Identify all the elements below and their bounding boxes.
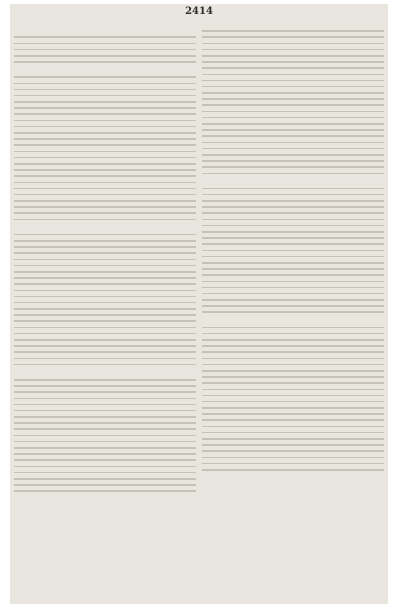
illegible-print-line [202,250,384,252]
illegible-print-line [202,345,384,347]
illegible-print-line [202,333,384,335]
illegible-print-line [14,484,196,486]
illegible-print-line [14,327,196,329]
illegible-print-line [202,212,384,214]
illegible-print-line [14,132,196,134]
illegible-print-line [202,370,384,372]
illegible-print-line [14,422,196,424]
illegible-print-line [14,219,196,221]
illegible-print-line [202,364,384,366]
section-heading [202,178,384,185]
illegible-print-line [14,447,196,449]
casualty-entry [14,488,196,494]
illegible-print-line [202,293,384,295]
illegible-print-line [202,268,384,270]
casualty-entry [202,467,384,473]
illegible-print-line [202,438,384,440]
illegible-print-line [202,98,384,100]
illegible-print-line [14,265,196,267]
illegible-print-line [202,123,384,125]
illegible-print-line [14,302,196,304]
illegible-print-line [202,407,384,409]
illegible-print-line [14,138,196,140]
illegible-print-line [14,308,196,310]
illegible-print-line [202,74,384,76]
illegible-print-line [14,252,196,254]
illegible-print-line [14,126,196,128]
left-column [14,19,196,591]
illegible-print-line [202,339,384,341]
illegible-print-line [14,314,196,316]
illegible-print-line [202,148,384,150]
illegible-print-line [14,175,196,177]
illegible-print-line [202,142,384,144]
illegible-print-line [202,243,384,245]
illegible-print-line [202,389,384,391]
illegible-print-line [14,55,196,57]
illegible-print-line [14,320,196,322]
illegible-print-line [14,206,196,208]
illegible-print-line [202,419,384,421]
newspaper-page [10,4,388,604]
illegible-print-line [14,36,196,38]
illegible-print-line [14,144,196,146]
illegible-print-line [14,43,196,45]
illegible-print-line [14,404,196,406]
illegible-print-line [202,160,384,162]
section-heading [202,20,384,27]
illegible-print-line [202,305,384,307]
casualty-entry [202,170,384,176]
illegible-print-line [14,107,196,109]
illegible-print-line [14,259,196,261]
right-column [202,19,384,591]
casualty-entry [14,362,196,368]
section-heading [202,316,384,323]
illegible-print-line [202,49,384,51]
illegible-print-line [14,364,196,366]
illegible-print-line [14,113,196,115]
illegible-print-line [14,398,196,400]
footer-note [14,593,384,599]
illegible-print-line [202,262,384,264]
illegible-print-line [202,219,384,221]
section-heading [14,224,196,231]
illegible-print-line [14,351,196,353]
illegible-print-line [202,256,384,258]
illegible-print-line [14,379,196,381]
columns [14,19,384,591]
illegible-print-line [202,188,384,190]
illegible-print-line [14,453,196,455]
illegible-print-line [14,339,196,341]
illegible-print-line [202,129,384,131]
illegible-print-line [202,274,384,276]
illegible-print-line [14,410,196,412]
illegible-print-line [202,206,384,208]
illegible-print-line [14,200,196,202]
illegible-print-line [202,358,384,360]
illegible-print-line [14,277,196,279]
illegible-print-line [202,92,384,94]
illegible-print-line [202,80,384,82]
illegible-print-line [14,435,196,437]
illegible-print-line [202,469,384,471]
illegible-print-line [202,327,384,329]
illegible-print-line [14,163,196,165]
illegible-print-line [202,67,384,69]
illegible-print-line [14,101,196,103]
illegible-print-line [202,432,384,434]
illegible-print-line [202,382,384,384]
illegible-print-line [14,157,196,159]
illegible-print-line [14,391,196,393]
illegible-print-line [14,234,196,236]
illegible-print-line [14,95,196,97]
page-number: 2414 [185,6,213,17]
illegible-print-line [14,212,196,214]
illegible-print-line [202,225,384,227]
illegible-print-line [202,104,384,106]
illegible-print-line [202,231,384,233]
illegible-print-line [202,311,384,313]
illegible-print-line [202,401,384,403]
illegible-print-line [14,246,196,248]
illegible-print-line [202,281,384,283]
illegible-print-line [202,237,384,239]
illegible-print-line [202,376,384,378]
illegible-print-line [202,287,384,289]
illegible-print-line [14,358,196,360]
illegible-print-line [202,166,384,168]
illegible-print-line [202,61,384,63]
illegible-print-line [14,169,196,171]
illegible-print-line [202,444,384,446]
section-heading [14,20,196,27]
illegible-print-line [202,36,384,38]
illegible-print-line [14,76,196,78]
illegible-print-line [14,49,196,51]
illegible-print-line [14,472,196,474]
illegible-print-line [202,426,384,428]
illegible-print-line [14,283,196,285]
illegible-print-line [14,333,196,335]
illegible-print-line [202,43,384,45]
casualty-entry [14,59,196,65]
illegible-print-line [202,200,384,202]
illegible-print-line [14,240,196,242]
illegible-print-line [14,182,196,184]
illegible-print-line [14,385,196,387]
illegible-print-line [14,271,196,273]
illegible-print-line [14,478,196,480]
illegible-print-line [202,413,384,415]
illegible-print-line [14,345,196,347]
illegible-print-line [202,395,384,397]
illegible-print-line [14,83,196,85]
illegible-print-line [14,459,196,461]
illegible-print-line [202,173,384,175]
illegible-print-line [202,30,384,32]
illegible-print-line [202,194,384,196]
illegible-print-line [202,86,384,88]
illegible-print-line [202,154,384,156]
illegible-print-line [14,188,196,190]
illegible-print-line [14,490,196,492]
illegible-print-line [202,463,384,465]
illegible-print-line [14,89,196,91]
illegible-print-line [202,117,384,119]
illegible-print-line [14,441,196,443]
illegible-print-line [202,135,384,137]
casualty-entry [14,216,196,222]
illegible-print-line [14,296,196,298]
section-heading [14,369,196,376]
illegible-print-line [202,299,384,301]
illegible-print-line [202,457,384,459]
illegible-print-line [14,151,196,153]
illegible-print-line [202,351,384,353]
casualty-entry [202,309,384,315]
illegible-print-line [14,61,196,63]
illegible-print-line [14,466,196,468]
illegible-print-line [14,194,196,196]
section-heading [14,66,196,73]
illegible-print-line [14,290,196,292]
illegible-print-line [202,450,384,452]
illegible-print-line [14,416,196,418]
illegible-print-line [14,120,196,122]
illegible-print-line [202,55,384,57]
illegible-print-line [202,111,384,113]
illegible-print-line [14,428,196,430]
